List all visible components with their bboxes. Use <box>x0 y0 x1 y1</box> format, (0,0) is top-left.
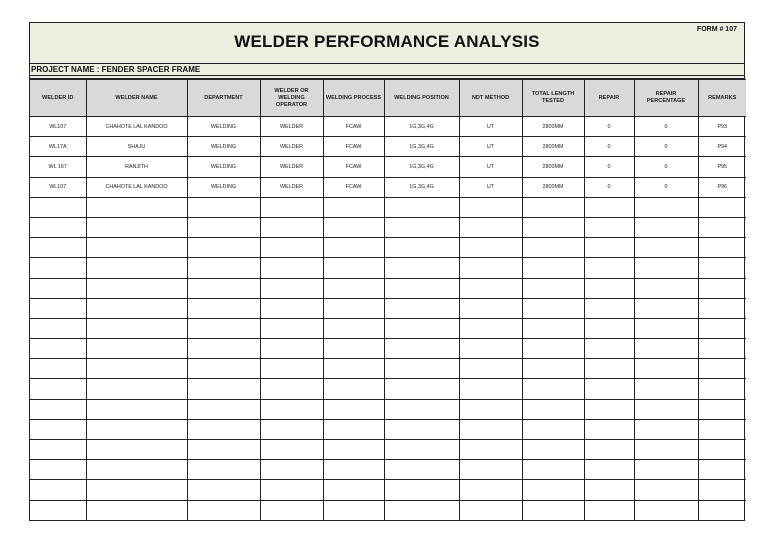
empty-cell <box>187 339 260 359</box>
table-cell: WELDER <box>260 117 323 137</box>
empty-cell <box>459 298 522 318</box>
col-welder-id: WELDER ID <box>30 80 86 117</box>
empty-cell <box>260 197 323 217</box>
empty-cell <box>698 339 746 359</box>
empty-cell <box>30 298 86 318</box>
col-department: DEPARTMENT <box>187 80 260 117</box>
empty-cell <box>187 440 260 460</box>
empty-cell <box>522 379 584 399</box>
empty-cell <box>459 480 522 500</box>
empty-cell <box>260 460 323 480</box>
empty-cell <box>698 359 746 379</box>
table-cell: 1G,3G,4G <box>384 137 459 157</box>
table-cell: FCAW <box>323 137 384 157</box>
empty-cell <box>584 359 634 379</box>
empty-cell <box>459 238 522 258</box>
empty-cell <box>522 419 584 439</box>
table-cell: 2800MM <box>522 177 584 197</box>
empty-cell <box>698 480 746 500</box>
empty-cell <box>86 359 187 379</box>
empty-cell <box>260 480 323 500</box>
empty-cell <box>86 399 187 419</box>
empty-cell <box>384 318 459 338</box>
empty-cell <box>323 278 384 298</box>
table-cell: UT <box>459 177 522 197</box>
welder-performance-form <box>29 22 745 521</box>
empty-cell <box>584 339 634 359</box>
table-cell: 1G,3G,4G <box>384 157 459 177</box>
empty-cell <box>323 217 384 237</box>
empty-cell <box>459 258 522 278</box>
empty-cell <box>584 480 634 500</box>
empty-cell <box>260 440 323 460</box>
table-cell: UT <box>459 157 522 177</box>
empty-cell <box>384 480 459 500</box>
empty-cell <box>86 440 187 460</box>
empty-cell <box>187 419 260 439</box>
empty-cell <box>459 440 522 460</box>
empty-cell <box>30 440 86 460</box>
table-cell: WL17A <box>30 137 86 157</box>
empty-cell <box>634 460 698 480</box>
empty-cell <box>187 238 260 258</box>
empty-cell <box>260 339 323 359</box>
empty-cell <box>187 480 260 500</box>
empty-cell <box>187 359 260 379</box>
empty-cell <box>384 278 459 298</box>
header-row <box>30 80 746 117</box>
empty-cell <box>187 197 260 217</box>
empty-cell <box>384 460 459 480</box>
empty-table-row <box>30 278 746 298</box>
empty-cell <box>698 399 746 419</box>
empty-cell <box>459 197 522 217</box>
table-cell: WL 167 <box>30 157 86 177</box>
empty-cell <box>30 480 86 500</box>
empty-cell <box>584 379 634 399</box>
table-cell: P94 <box>698 137 746 157</box>
empty-cell <box>522 359 584 379</box>
empty-cell <box>634 278 698 298</box>
table-cell: WELDER <box>260 137 323 157</box>
project-name: PROJECT NAME : FENDER SPACER FRAME <box>30 64 744 76</box>
table-cell: FCAW <box>323 177 384 197</box>
empty-cell <box>522 399 584 419</box>
empty-table-row <box>30 379 746 399</box>
table-cell: P96 <box>698 177 746 197</box>
empty-cell <box>187 399 260 419</box>
empty-cell <box>522 238 584 258</box>
empty-cell <box>522 298 584 318</box>
empty-cell <box>30 278 86 298</box>
empty-cell <box>634 339 698 359</box>
table-cell: 1G,3G,4G <box>384 177 459 197</box>
empty-table-row <box>30 197 746 217</box>
empty-cell <box>698 298 746 318</box>
empty-cell <box>187 500 260 520</box>
empty-cell <box>384 298 459 318</box>
empty-cell <box>522 197 584 217</box>
empty-cell <box>260 278 323 298</box>
empty-cell <box>384 440 459 460</box>
empty-cell <box>584 318 634 338</box>
empty-table-row <box>30 298 746 318</box>
empty-cell <box>323 500 384 520</box>
empty-cell <box>584 399 634 419</box>
empty-cell <box>698 379 746 399</box>
empty-cell <box>86 419 187 439</box>
empty-cell <box>86 480 187 500</box>
empty-cell <box>260 217 323 237</box>
table-cell: UT <box>459 137 522 157</box>
empty-cell <box>260 298 323 318</box>
table-cell: 2800MM <box>522 117 584 137</box>
empty-table-row <box>30 399 746 419</box>
table-cell: 0 <box>584 177 634 197</box>
table-cell: WELDER <box>260 177 323 197</box>
empty-cell <box>522 278 584 298</box>
table-row <box>30 137 746 157</box>
title-block <box>30 23 744 64</box>
empty-cell <box>30 238 86 258</box>
table-cell: CHAHOTE LAL KANDOO <box>86 177 187 197</box>
empty-cell <box>384 500 459 520</box>
empty-cell <box>584 460 634 480</box>
table-row <box>30 177 746 197</box>
empty-cell <box>30 359 86 379</box>
empty-cell <box>459 278 522 298</box>
empty-cell <box>323 399 384 419</box>
empty-cell <box>698 500 746 520</box>
empty-table-row <box>30 238 746 258</box>
empty-table-row <box>30 217 746 237</box>
empty-cell <box>30 339 86 359</box>
empty-cell <box>634 258 698 278</box>
empty-cell <box>698 238 746 258</box>
empty-cell <box>260 359 323 379</box>
col-welder-name: WELDER NAME <box>86 80 187 117</box>
empty-cell <box>384 379 459 399</box>
empty-cell <box>323 460 384 480</box>
empty-cell <box>698 197 746 217</box>
empty-cell <box>584 419 634 439</box>
empty-cell <box>323 258 384 278</box>
empty-cell <box>86 318 187 338</box>
empty-cell <box>634 399 698 419</box>
col-remarks: REMARKS <box>698 80 746 117</box>
empty-cell <box>522 500 584 520</box>
empty-cell <box>187 379 260 399</box>
empty-table-row <box>30 480 746 500</box>
table-cell: FCAW <box>323 157 384 177</box>
empty-cell <box>30 197 86 217</box>
empty-cell <box>30 318 86 338</box>
table-cell: P95 <box>698 157 746 177</box>
table-cell: WL107 <box>30 177 86 197</box>
table-cell: 0 <box>584 157 634 177</box>
empty-cell <box>634 480 698 500</box>
empty-cell <box>698 217 746 237</box>
empty-cell <box>459 318 522 338</box>
empty-cell <box>323 298 384 318</box>
table-cell: P93 <box>698 117 746 137</box>
empty-cell <box>584 217 634 237</box>
empty-cell <box>86 258 187 278</box>
table-cell: 0 <box>634 157 698 177</box>
empty-cell <box>459 460 522 480</box>
empty-cell <box>584 298 634 318</box>
empty-cell <box>323 480 384 500</box>
table-row <box>30 157 746 177</box>
empty-cell <box>459 500 522 520</box>
empty-cell <box>30 379 86 399</box>
empty-cell <box>86 217 187 237</box>
empty-cell <box>698 258 746 278</box>
col-repair-percentage: REPAIR PERCENTAGE <box>634 80 698 117</box>
empty-cell <box>86 238 187 258</box>
table-cell: 0 <box>584 117 634 137</box>
empty-cell <box>260 238 323 258</box>
empty-cell <box>634 318 698 338</box>
table-cell: 1G,3G,4G <box>384 117 459 137</box>
empty-cell <box>522 440 584 460</box>
empty-cell <box>260 419 323 439</box>
table-row <box>30 117 746 137</box>
table-cell: WELDER <box>260 157 323 177</box>
empty-cell <box>634 419 698 439</box>
empty-cell <box>323 419 384 439</box>
table-cell: 0 <box>634 117 698 137</box>
table-cell: 0 <box>634 137 698 157</box>
empty-cell <box>86 460 187 480</box>
empty-cell <box>323 238 384 258</box>
table-cell: WELDING <box>187 137 260 157</box>
empty-cell <box>260 399 323 419</box>
empty-cell <box>698 278 746 298</box>
empty-cell <box>634 500 698 520</box>
empty-cell <box>86 278 187 298</box>
empty-cell <box>384 399 459 419</box>
empty-cell <box>30 217 86 237</box>
empty-cell <box>187 278 260 298</box>
empty-cell <box>86 197 187 217</box>
empty-cell <box>384 359 459 379</box>
empty-cell <box>30 399 86 419</box>
empty-cell <box>384 238 459 258</box>
empty-cell <box>384 258 459 278</box>
empty-cell <box>584 258 634 278</box>
col-ndt-method: NDT METHOD <box>459 80 522 117</box>
empty-cell <box>86 298 187 318</box>
empty-cell <box>698 460 746 480</box>
empty-cell <box>522 339 584 359</box>
empty-cell <box>187 258 260 278</box>
table-cell: 0 <box>584 137 634 157</box>
empty-cell <box>634 379 698 399</box>
empty-cell <box>522 258 584 278</box>
table-cell: WELDING <box>187 117 260 137</box>
empty-cell <box>634 298 698 318</box>
empty-table-row <box>30 339 746 359</box>
empty-table-row <box>30 500 746 520</box>
empty-cell <box>323 197 384 217</box>
table-cell: WELDING <box>187 157 260 177</box>
table-cell: CHAHOTE LAL KANDOO <box>86 117 187 137</box>
welder-table <box>30 79 746 520</box>
empty-cell <box>260 258 323 278</box>
empty-cell <box>522 217 584 237</box>
empty-cell <box>260 318 323 338</box>
empty-cell <box>260 500 323 520</box>
empty-cell <box>384 419 459 439</box>
empty-cell <box>459 217 522 237</box>
empty-table-row <box>30 318 746 338</box>
col-total-length-tested: TOTAL LENGTH TESTED <box>522 80 584 117</box>
form-number: FORM # 107 <box>696 26 737 33</box>
empty-table-row <box>30 460 746 480</box>
empty-cell <box>86 500 187 520</box>
empty-cell <box>584 197 634 217</box>
empty-table-row <box>30 440 746 460</box>
col-repair: REPAIR <box>584 80 634 117</box>
empty-cell <box>260 379 323 399</box>
empty-cell <box>584 500 634 520</box>
empty-cell <box>323 440 384 460</box>
table-cell: FCAW <box>323 117 384 137</box>
col-welding-process: WELDING PROCESS <box>323 80 384 117</box>
empty-cell <box>698 318 746 338</box>
empty-cell <box>30 500 86 520</box>
empty-cell <box>86 339 187 359</box>
empty-cell <box>187 217 260 237</box>
empty-cell <box>323 379 384 399</box>
empty-cell <box>86 379 187 399</box>
table-cell: WELDING <box>187 177 260 197</box>
empty-cell <box>187 298 260 318</box>
empty-cell <box>30 460 86 480</box>
empty-cell <box>634 217 698 237</box>
table-cell: RANJITH <box>86 157 187 177</box>
empty-cell <box>584 278 634 298</box>
empty-cell <box>459 359 522 379</box>
empty-cell <box>30 419 86 439</box>
empty-cell <box>187 318 260 338</box>
empty-cell <box>584 238 634 258</box>
empty-cell <box>634 197 698 217</box>
empty-cell <box>323 339 384 359</box>
table-cell: SHAJU <box>86 137 187 157</box>
empty-cell <box>634 359 698 379</box>
empty-cell <box>522 480 584 500</box>
empty-table-row <box>30 258 746 278</box>
table-cell: UT <box>459 117 522 137</box>
empty-cell <box>459 379 522 399</box>
form-title: WELDER PERFORMANCE ANALYSIS <box>234 32 540 51</box>
empty-cell <box>187 460 260 480</box>
empty-cell <box>384 217 459 237</box>
empty-cell <box>384 339 459 359</box>
table-cell: 0 <box>634 177 698 197</box>
empty-cell <box>459 419 522 439</box>
empty-cell <box>698 440 746 460</box>
empty-cell <box>522 460 584 480</box>
table-body <box>30 117 746 520</box>
table-cell: 2800MM <box>522 137 584 157</box>
empty-cell <box>459 399 522 419</box>
col-welding-position: WELDING POSITION <box>384 80 459 117</box>
empty-cell <box>459 339 522 359</box>
empty-cell <box>634 440 698 460</box>
empty-table-row <box>30 419 746 439</box>
table-cell: WL107 <box>30 117 86 137</box>
empty-cell <box>698 419 746 439</box>
empty-cell <box>323 318 384 338</box>
empty-cell <box>323 359 384 379</box>
empty-cell <box>30 258 86 278</box>
empty-cell <box>522 318 584 338</box>
empty-cell <box>634 238 698 258</box>
table-cell: 2800MM <box>522 157 584 177</box>
empty-cell <box>384 197 459 217</box>
col-welder-or-operator: WELDER OR WELDING OPERATOR <box>260 80 323 117</box>
empty-cell <box>584 440 634 460</box>
empty-table-row <box>30 359 746 379</box>
